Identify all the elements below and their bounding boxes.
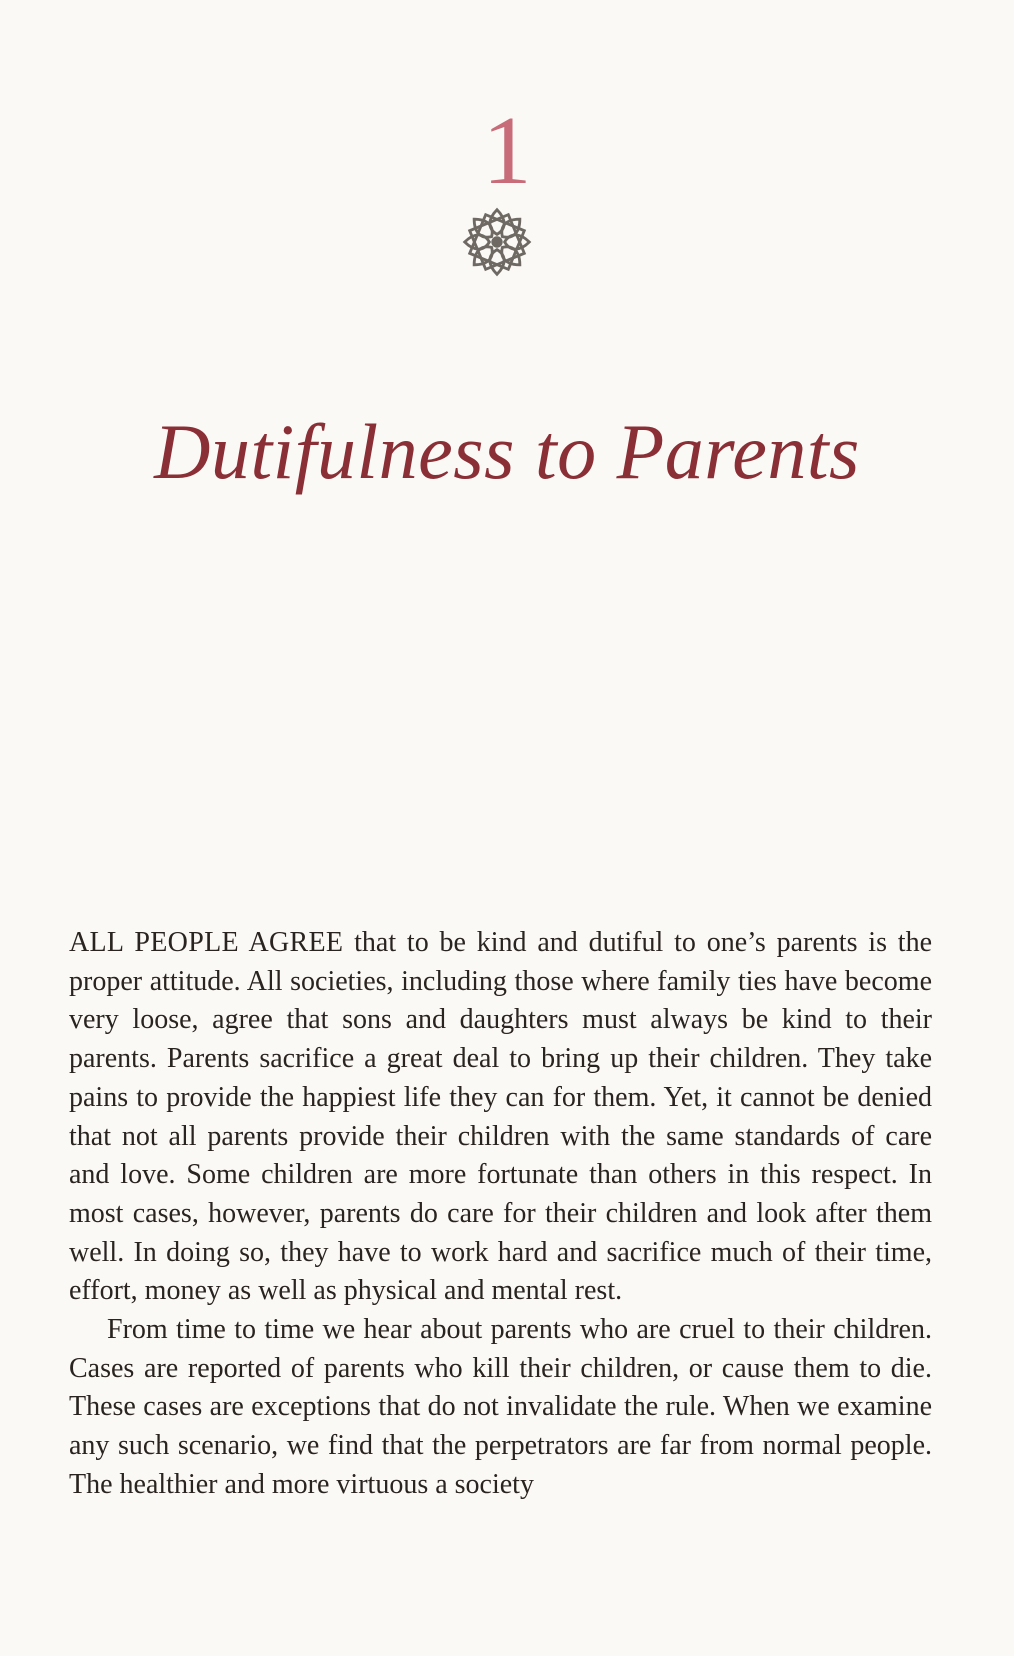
rosette-ornament-icon [459, 204, 535, 280]
paragraph-2: From time to time we hear about parents who are cruel to their children. Cases are reported of parents who kill their children, or cause them to die. These cases are exceptions that do not invalidate the rule. When we examine any such scenario, we find that the perpetrators are far from normal people. The healthier and more virtuous a society [69, 1314, 932, 1500]
body-text [69, 924, 932, 1505]
paragraph-1 [69, 924, 932, 1311]
paragraph-1-lead: ALL PEOPLE AGREE [69, 927, 344, 958]
chapter-number: 1 [482, 97, 532, 205]
chapter-title: Dutifulness to Parents [154, 408, 860, 495]
paragraph-1-rest: that to be kind and dutiful to one’s parents is the proper attitude. All societies, including those where family ties have become very loose, agree that sons and daughters must always be kind to their parents. Parents sacrifice a great deal to bring up their children. They take pains to provide the happiest life they can for them. Yet, it cannot be denied that not all parents provide their children with the same standards of care and love. Some children are more fortunate than others in this respect. In most cases, however, parents do care for their children and look after them well. In doing so, they have to work hard and sacrifice much of their time, effort, money as well as physical and mental rest. [69, 927, 932, 1307]
